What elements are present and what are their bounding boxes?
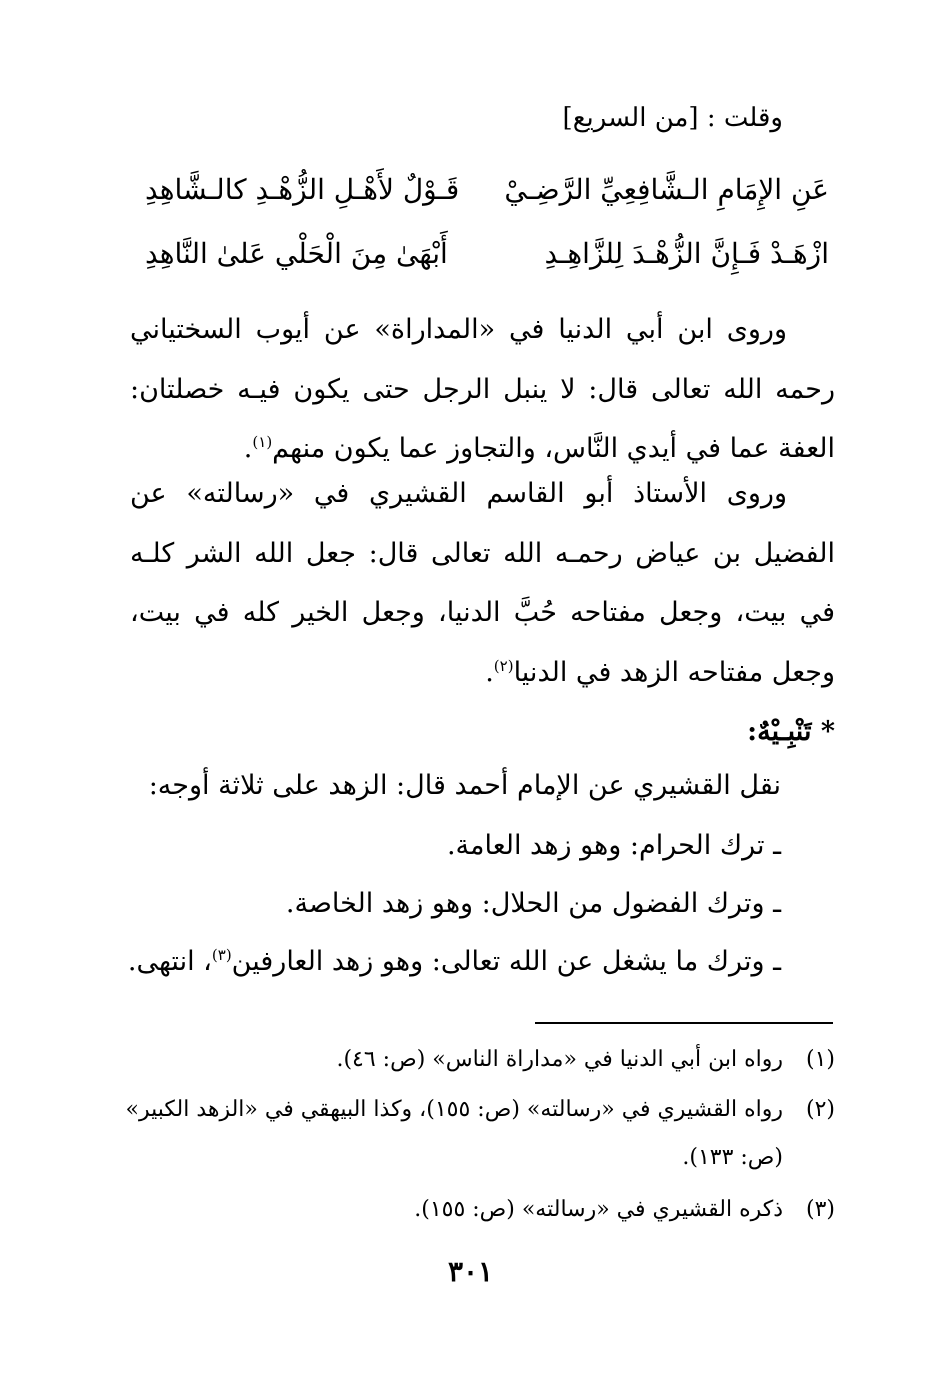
footnote-ref-1: (١) <box>252 433 273 451</box>
footnote-ref-3: (٣) <box>211 946 232 964</box>
footnote-2 <box>125 1088 835 1132</box>
verse-intro: وقلت : [من السريع] <box>562 103 783 133</box>
footnote-text: رواه القشيري في «رسالته» (ص: ١٥٥)، وكذا البيهقي في «الزهد الكبير» <box>125 1097 783 1122</box>
footnote-text: رواه ابن أبي الدنيا في «مداراة الناس» (ص: ٤٦). <box>336 1047 783 1072</box>
verse-2-second-hemistich: أَبْهَىٰ مِنَ الْحَلْي عَلىٰ النَّاهِدِ <box>145 237 448 270</box>
note-item-3-text: ـ وترك ما يشغل عن الله تعالى: وهو زهد العارفين <box>231 946 781 977</box>
footnote-2-continuation: (ص: ١٣٣). <box>682 1145 783 1170</box>
footnote-text: ذكره القشيري في «رسالته» (ص: ١٥٥). <box>414 1197 783 1222</box>
note-item-1: ـ ترك الحرام: وهو زهد العامة. <box>446 830 781 861</box>
verse-1-second-hemistich: قَـوْلٌ لأَهْـلِ الزُّهْـدِ كالـشَّاهِدِ <box>145 173 460 206</box>
paragraph-end: . <box>485 656 494 688</box>
footnote-number: (١) <box>805 1047 835 1072</box>
paragraph-text: وروى الأستاذ أبو القاسم القشيري في «رسالته» عن الفضيل بن عياض رحمـه الله تعالى قال: جعل الله الشر كلـه في بيت، وجعل مفتاحه حُبَّ الدنيا، وجعل الخير كله في بيت، وجعل مفتاحه الزهد في الدنيا <box>130 478 835 688</box>
footnote-ref-2: (٢) <box>493 656 514 675</box>
paragraph-qushayri <box>130 464 835 702</box>
footnote-number: (٣) <box>805 1197 835 1222</box>
footnote-separator <box>535 1022 833 1024</box>
note-intro: نقل القشيري عن الإمام أحمد قال: الزهد على ثلاثة أوجه: <box>148 770 781 801</box>
verse-1-first-hemistich: عَنِ الإِمَامِ الـشَّافِعِيِّ الرَّضِـيْ <box>504 173 829 206</box>
paragraph-end: . <box>243 433 253 464</box>
note-item-3 <box>128 940 781 984</box>
verse-2-first-hemistich: ازْهَـدْ فَـإِنَّ الزُّهْـدَ لِلزَّاهِـدِ <box>544 237 829 270</box>
note-item-3-end: ، انتهى. <box>127 946 212 977</box>
footnote-3 <box>125 1188 835 1232</box>
footnote-number: (٢) <box>805 1097 835 1122</box>
footnote-1 <box>125 1038 835 1082</box>
note-heading: * تَنْبِـيْهٌ: <box>747 716 835 747</box>
note-item-2: ـ وترك الفضول من الحلال: وهو زهد الخاصة. <box>285 888 781 919</box>
paragraph-ibn-abi-dunya <box>130 300 835 479</box>
page-number: ٣٠١ <box>447 1255 494 1288</box>
paragraph-text: وروى ابن أبي الدنيا في «المداراة» عن أيوب السختياني رحمه الله تعالى قال: لا ينبل الرجل حتى يكون فيـه خصلتان: العفة عما في أيدي النَّاس، والتجاوز عما يكون منهم <box>130 314 835 464</box>
